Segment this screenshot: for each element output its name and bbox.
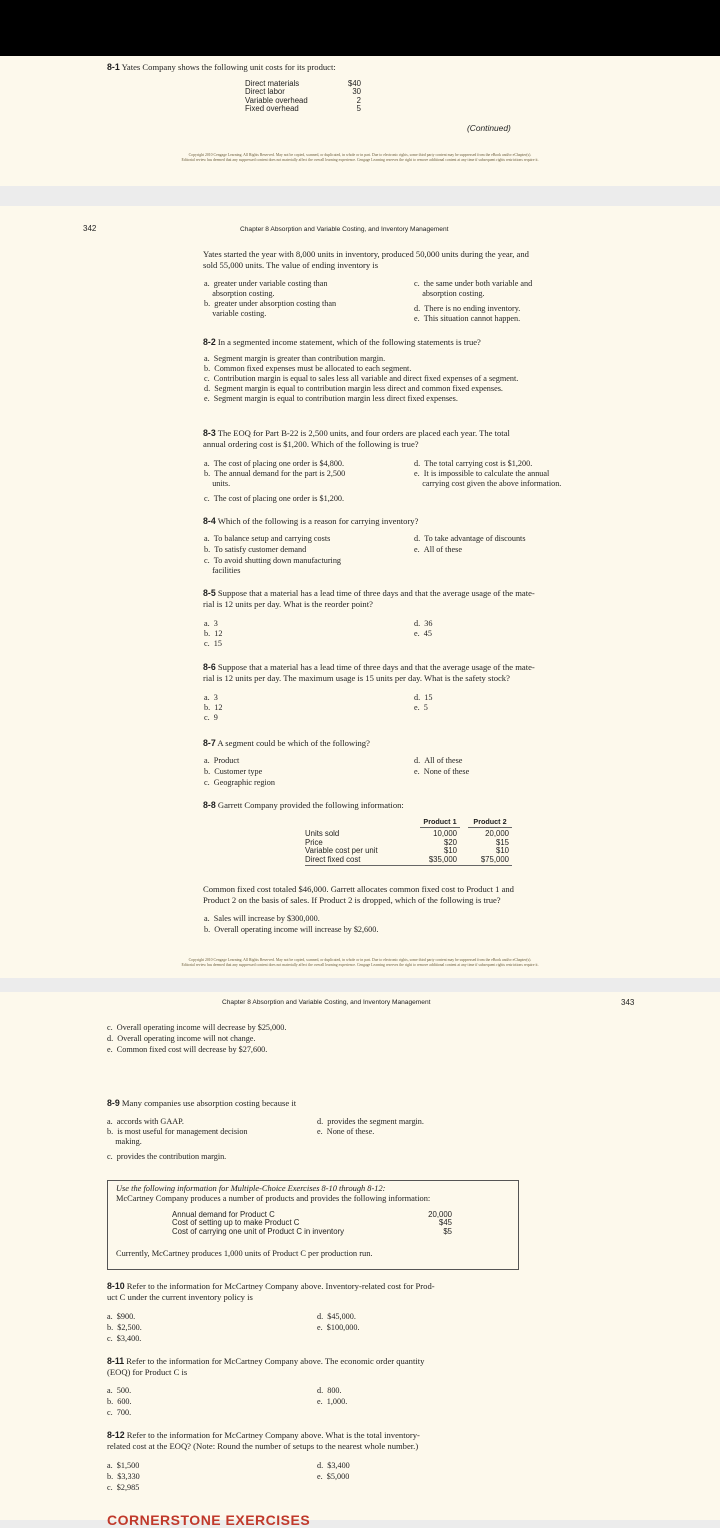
option-e: e. All of these xyxy=(414,545,462,554)
option-d: d. 800. xyxy=(317,1386,342,1395)
option-e: e. None of these. xyxy=(317,1127,375,1136)
option-b: b. is most useful for management decision making. xyxy=(107,1127,248,1146)
option-a: a. $900. xyxy=(107,1312,136,1321)
option-a: a. 3 xyxy=(204,693,218,702)
option-a: a. Sales will increase by $300,000. xyxy=(204,914,320,923)
option-d: d. 15 xyxy=(414,693,433,702)
option-b: b. $2,500. xyxy=(107,1323,142,1332)
table-row: Annual demand for Product C 20,000 xyxy=(172,1210,452,1219)
option-b: b. 600. xyxy=(107,1397,132,1406)
option-d: d. To take advantage of discounts xyxy=(414,534,526,543)
option-e: e. 5 xyxy=(414,703,428,712)
option-d: d. The total carrying cost is $1,200. xyxy=(414,459,533,468)
question-8-1 xyxy=(107,62,336,73)
page-number: 342 xyxy=(83,224,97,233)
option-a: a. 500. xyxy=(107,1386,132,1395)
option-e: e. $5,000 xyxy=(317,1472,350,1481)
question-number: 8-1 xyxy=(107,62,120,72)
option-c: c. Geographic region xyxy=(204,778,275,787)
question-8-1-continued: Yates started the year with 8,000 units in inventory, produced 50,000 units during the year, and sold 55,000 units. The value of ending inventory is xyxy=(203,249,529,270)
option-e: e. Segment margin is equal to contribution margin less direct fixed expenses. xyxy=(204,394,458,403)
question-8-8-body: Common fixed cost totaled $46,000. Garrett allocates common fixed cost to Product 1 and Product 2 on the basis of sales. If Product 2 is dropped, which of the following is true? xyxy=(203,884,514,905)
option-c: c. Contribution margin is equal to sales less all variable and direct fixed expenses of a segment. xyxy=(204,374,519,383)
option-d: d. All of these xyxy=(414,756,463,765)
option-b: b. Overall operating income will increase by $2,600. xyxy=(204,925,379,934)
section-heading: CORNERSTONE EXERCISES xyxy=(107,1512,311,1528)
document-page-342 xyxy=(0,206,720,978)
question-8-6: 8-6 Suppose that a material has a lead time of three days and that the average usage of the mate- rial is 12 units per day. The maximum usage is 15 units per day. What is the safety stock? xyxy=(203,662,535,683)
table-row: Variable overhead 2 xyxy=(245,95,361,105)
option-c: c. $2,985 xyxy=(107,1483,140,1492)
copyright-notice: Copyright 2010 Cengage Learning. All Rights Reserved. May not be copied, scanned, or duplicated, in whole or in part. Due to electronic rights, some third party content may be suppressed from the eBook and/or eChapter(s). Editorial review has deemed that any suppressed content does not materially affect the overall learning experience. Cengage Learning reserves the right to remove additional content at any time if subsequent rights restrictions require it. xyxy=(181,153,539,162)
info-box xyxy=(107,1180,519,1270)
option-c: c. Overall operating income will decrease by $25,000. xyxy=(107,1023,287,1032)
divider xyxy=(305,865,512,866)
option-e: e. It is impossible to calculate the annual carrying cost given the above information. xyxy=(414,469,562,488)
option-d: d. Overall operating income will not change. xyxy=(107,1034,256,1043)
option-b: b. 12 xyxy=(204,629,223,638)
option-e: e. Common fixed cost will decrease by $27,600. xyxy=(107,1045,268,1054)
option-a: a. 3 xyxy=(204,619,218,628)
option-c: c. The cost of placing one order is $1,200. xyxy=(204,494,345,503)
table-row: Direct labor 30 xyxy=(245,87,361,97)
question-8-8: 8-8 Garrett Company provided the following information: xyxy=(203,800,404,810)
option-c: c. the same under both variable and absorption costing. xyxy=(414,279,533,298)
option-a: a. greater under variable costing than absorption costing. xyxy=(204,279,328,298)
box-footer: Currently, McCartney produces 1,000 units of Product C per production run. xyxy=(116,1249,373,1258)
question-8-7: 8-7 A segment could be which of the following? xyxy=(203,738,370,748)
table-row: Cost of setting up to make Product C $45 xyxy=(172,1218,452,1228)
table-row: Price $20 $15 xyxy=(305,837,509,847)
question-8-4: 8-4 Which of the following is a reason for carrying inventory? xyxy=(203,516,419,526)
unit-cost-table xyxy=(245,80,405,114)
option-d: d. 36 xyxy=(414,619,433,628)
option-d: d. $45,000. xyxy=(317,1312,356,1321)
option-a: a. accords with GAAP. xyxy=(107,1117,184,1126)
box-title: Use the following information for Multiple-Choice Exercises 8-10 through 8-12: xyxy=(116,1184,386,1193)
option-c: c. 15 xyxy=(204,639,222,648)
option-c: c. provides the contribution margin. xyxy=(107,1152,227,1161)
continued-label: (Continued) xyxy=(467,123,511,133)
option-d: d. provides the segment margin. xyxy=(317,1117,424,1126)
option-a: a. The cost of placing one order is $4,800. xyxy=(204,459,345,468)
question-8-10: 8-10 Refer to the information for McCartney Company above. Inventory-related cost for Prod- uct C under the current inventory policy is xyxy=(107,1281,435,1302)
option-b: b. Customer type xyxy=(204,767,263,776)
option-e: e. 45 xyxy=(414,629,432,638)
option-c: c. 9 xyxy=(204,713,218,722)
table-row: Units sold 10,000 20,000 xyxy=(305,829,509,838)
option-b: b. 12 xyxy=(204,703,223,712)
option-b: b. greater under absorption costing than variable costing. xyxy=(204,299,337,318)
option-e: e. 1,000. xyxy=(317,1397,348,1406)
page-number: 343 xyxy=(621,998,635,1007)
column-header: Product 2 xyxy=(473,817,507,826)
option-a: a. To balance setup and carrying costs xyxy=(204,534,331,543)
product-info-table xyxy=(305,818,515,880)
option-a: a. $1,500 xyxy=(107,1461,140,1470)
document-page-341-fragment xyxy=(0,56,720,186)
box-intro: McCartney Company produces a number of products and provides the following information: xyxy=(116,1194,431,1203)
question-8-9: 8-9 Many companies use absorption costing because it xyxy=(107,1098,297,1108)
option-d: d. There is no ending inventory. xyxy=(414,304,521,313)
option-d: d. Segment margin is equal to contribution margin less direct and common fixed expenses. xyxy=(204,384,503,393)
table-row: Cost of carrying one unit of Product C in inventory $5 xyxy=(172,1226,452,1236)
question-8-3: 8-3 The EOQ for Part B-22 is 2,500 units, and four orders are placed each year. The total annual ordering cost is $1,200. Which of the following is true? xyxy=(203,428,510,449)
question-8-5: 8-5 Suppose that a material has a lead time of three days and that the average usage of the mate- rial is 12 units per day. What is the reorder point? xyxy=(203,588,535,609)
running-header: Chapter 8 Absorption and Variable Costing, and Inventory Management xyxy=(240,226,449,233)
option-e: e. None of these xyxy=(414,767,470,776)
option-c: c. To avoid shutting down manufacturing facilities xyxy=(204,556,342,575)
column-header: Product 1 xyxy=(423,817,457,826)
table-row: Fixed overhead 5 xyxy=(245,104,361,114)
option-b: b. $3,330 xyxy=(107,1472,140,1481)
option-b: b. To satisfy customer demand xyxy=(204,545,307,554)
table-row: Direct fixed cost $35,000 $75,000 xyxy=(305,854,509,864)
table-row: Direct materials $40 xyxy=(245,79,361,88)
document-page-343 xyxy=(0,992,720,1528)
option-c: c. $3,400. xyxy=(107,1334,142,1343)
option-a: a. Product xyxy=(204,756,240,765)
option-e: e. $100,000. xyxy=(317,1323,360,1332)
top-status-bar xyxy=(0,0,720,56)
option-b: b. The annual demand for the part is 2,500 units. xyxy=(204,469,346,488)
option-b: b. Common fixed expenses must be allocated to each segment. xyxy=(204,364,412,373)
question-8-2: 8-2 In a segmented income statement, which of the following statements is true? xyxy=(203,337,481,347)
option-d: d. $3,400 xyxy=(317,1461,350,1470)
option-e: e. This situation cannot happen. xyxy=(414,314,521,323)
table-row: Variable cost per unit $10 $10 xyxy=(305,846,509,855)
copyright-notice: Copyright 2010 Cengage Learning. All Rights Reserved. May not be copied, scanned, or duplicated, in whole or in part. Due to electronic rights, some third party content may be suppressed from the eBook and/or eChapter(s). Editorial review has deemed that any suppressed content does not materially affect the overall learning experience. Cengage Learning reserves the right to remove additional content at any time if subsequent rights restrictions require it. xyxy=(181,958,539,967)
question-8-11: 8-11 Refer to the information for McCartney Company above. The economic order quantity (EOQ) for Product C is xyxy=(107,1356,425,1377)
option-c: c. 700. xyxy=(107,1408,132,1417)
divider xyxy=(468,827,512,828)
divider xyxy=(420,827,460,828)
product-c-table xyxy=(172,1211,452,1236)
running-header: Chapter 8 Absorption and Variable Costing, and Inventory Management xyxy=(222,999,431,1006)
question-text: Yates Company shows the following unit costs for its product: xyxy=(121,62,336,72)
question-8-12: 8-12 Refer to the information for McCartney Company above. What is the total inventory- related cost at the EOQ? (Note: Round the number of setups to the nearest whole number.) xyxy=(107,1430,420,1451)
option-a: a. Segment margin is greater than contribution margin. xyxy=(204,354,386,363)
